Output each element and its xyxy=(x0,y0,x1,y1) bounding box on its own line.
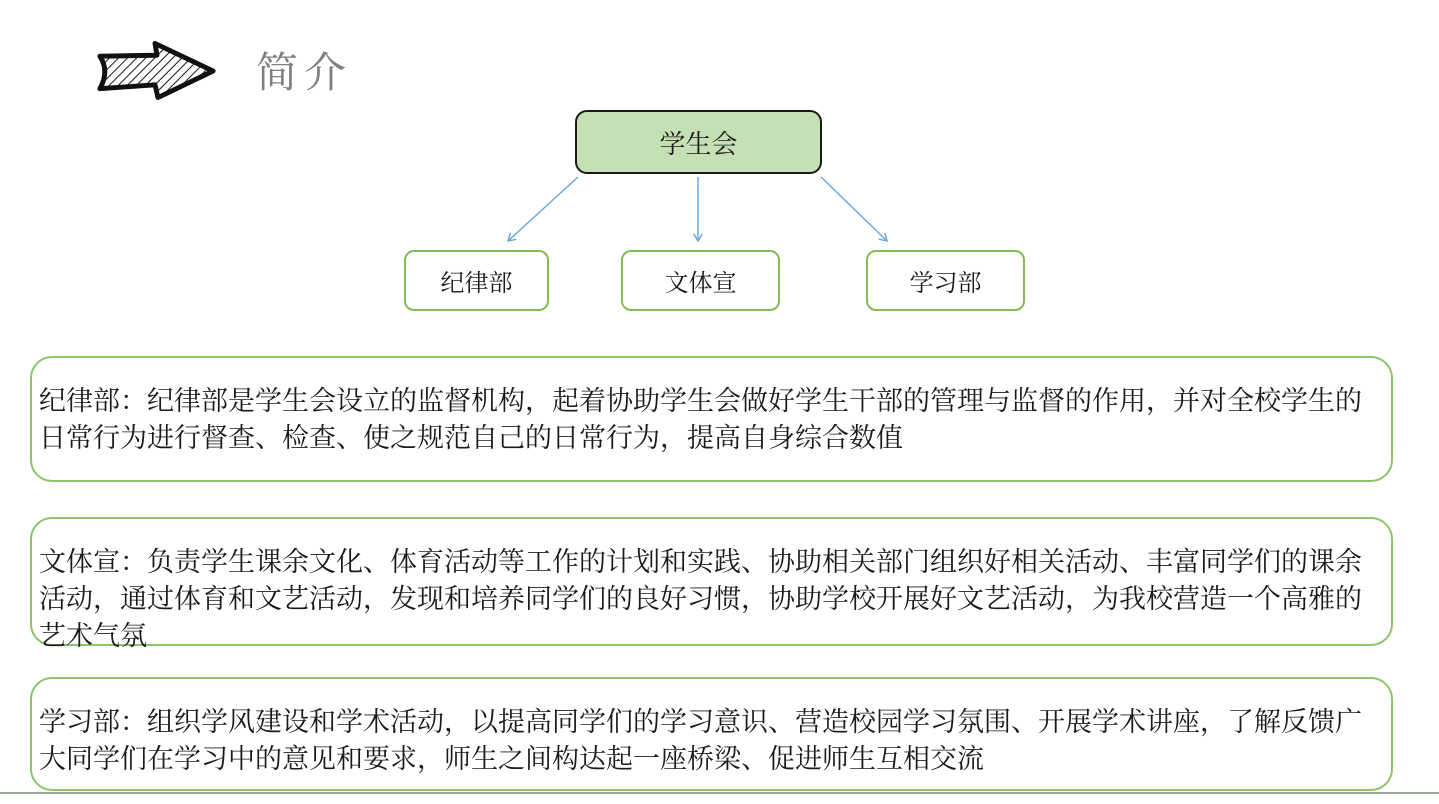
org-node-root xyxy=(575,110,822,174)
connector-root-to-discipline xyxy=(508,177,578,241)
org-node-culture xyxy=(621,250,780,311)
connector-root-to-study xyxy=(821,177,887,241)
org-node-discipline-label: 纪律部 xyxy=(440,271,513,297)
org-node-discipline xyxy=(404,250,549,311)
org-node-culture-label: 文体宣 xyxy=(664,271,737,297)
slide-bottom-edge xyxy=(0,792,1439,794)
description-box-study xyxy=(30,677,1393,791)
sketch-arrow-icon xyxy=(92,38,220,104)
description-box-discipline xyxy=(30,356,1393,482)
page-title: 简介 xyxy=(256,51,353,97)
org-node-study-label: 学习部 xyxy=(909,271,982,297)
description-text-discipline: 纪律部：纪律部是学生会设立的监督机构，起着协助学生会做好学生干部的管理与监督的作用，并对全校学生的日常行为进行督查、检查、使之规范自己的日常行为，提高自身综合数值 xyxy=(39,386,1362,453)
description-box-culture xyxy=(30,517,1393,651)
org-node-root-label: 学生会 xyxy=(659,129,738,159)
org-node-study xyxy=(866,250,1025,311)
description-text-culture: 文体宣：负责学生课余文化、体育活动等工作的计划和实践、协助相关部门组织好相关活动、丰富同学们的课余活动，通过体育和文艺活动，发现和培养同学们的良好习惯，协助学校开展好文艺活动，为我校营造一个高雅的艺术气氛 xyxy=(39,547,1362,651)
description-text-study: 学习部：组织学风建设和学术活动，以提高同学们的学习意识、营造校园学习氛围、开展学术讲座，了解反馈广大同学们在学习中的意见和要求，师生之间构达起一座桥梁、促进师生互相交流 xyxy=(39,707,1362,774)
